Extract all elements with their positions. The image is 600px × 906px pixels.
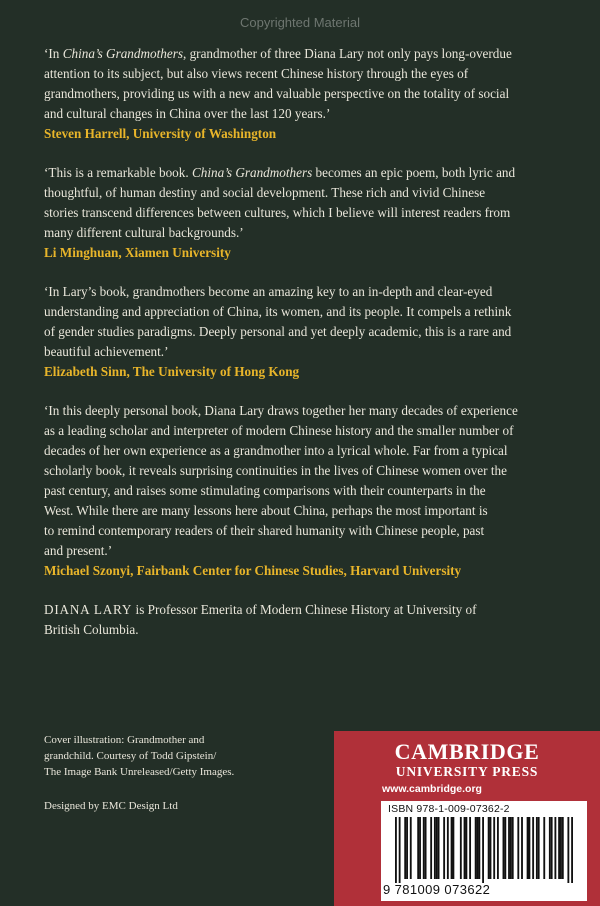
barcode-bar [512, 817, 514, 879]
endorsement-line: grandmothers, providing us with a new and valuable perspective on the totality of social [44, 86, 510, 101]
barcode-bar [423, 817, 425, 879]
designer-credit: Designed by EMC Design Ltd [44, 800, 178, 812]
endorsement-line: to remind contemporary readers of their shared humanity with Chinese people, past [44, 523, 485, 538]
barcode-bar [527, 817, 529, 879]
endorsement-line: ‘In China’s Grandmothers, grandmother of three Diana Lary not only pays long-overdue [44, 46, 512, 61]
barcode-digits: 9 781009 073622 [383, 882, 491, 897]
barcode-bar [410, 817, 412, 879]
endorsement-line: ‘In this deeply personal book, Diana Lary draws together her many decades of experience [44, 403, 518, 418]
endorsements [44, 44, 564, 600]
endorsement-line: as a leading scholar and interpreter of modern Chinese history and the smaller number of [44, 423, 514, 438]
endorsement-sinn [44, 282, 564, 382]
publisher-press: UNIVERSITY PRESS [395, 764, 539, 779]
barcode-bar [482, 817, 484, 883]
barcode-bar [497, 817, 499, 879]
barcode-bar [543, 817, 545, 879]
barcode-bar [460, 817, 462, 879]
barcode-bar [517, 817, 519, 879]
endorsement-line: and present.’ [44, 543, 113, 558]
author-bio-line: British Columbia. [44, 622, 139, 637]
endorsement-line: and cultural changes in China over the last 120 years.’ [44, 106, 331, 121]
author-name: DIANA LARY [44, 602, 133, 617]
author-bio-text: is Professor Emerita of Modern Chinese History at University of [132, 602, 477, 617]
barcode-bar [551, 817, 553, 879]
barcode-bar [532, 817, 534, 879]
barcode-bar [558, 817, 560, 879]
cover-credit-line: grandchild. Courtesy of Todd Gipstein/ [44, 750, 217, 762]
copyright-watermark: Copyrighted Material [240, 15, 360, 30]
barcode-panel [381, 801, 587, 901]
barcode-bar [395, 817, 397, 883]
barcode-bar [560, 817, 562, 879]
endorsement-line: thoughtful, of human destiny and social development. These rich and vivid Chinese [44, 185, 486, 200]
endorsement-attribution: Steven Harrell, University of Washington [44, 126, 277, 141]
barcode-bar [438, 817, 440, 879]
barcode-bar [521, 817, 523, 879]
endorsement-harrell [44, 44, 564, 144]
endorsement-line: scholarly book, it reveals surprising continuities in the lives of Chinese women over the [44, 463, 507, 478]
barcode-bar [567, 817, 569, 883]
barcode-bar [469, 817, 471, 879]
barcode-bar [554, 817, 556, 879]
barcode-bar [404, 817, 406, 879]
endorsement-line: beautiful achievement.’ [44, 344, 169, 359]
barcode-bar [538, 817, 540, 879]
barcode-bar [419, 817, 421, 879]
endorsement-line: attention to its subject, but also views recent Chinese history through the eyes of [44, 66, 469, 81]
barcode-bar [490, 817, 492, 879]
barcode-bar [549, 817, 551, 879]
barcode-bar [571, 817, 573, 883]
endorsement-line: understanding and appreciation of China, its women, and its people. It compels a rethink [44, 304, 512, 319]
barcode-bar [510, 817, 512, 879]
publisher-panel [334, 731, 600, 906]
barcode-bar [504, 817, 506, 879]
cover-credit [44, 732, 284, 780]
endorsement-line: stories transcend differences between cultures, which I believe will interest readers from [44, 205, 511, 220]
publisher-url: www.cambridge.org [382, 783, 482, 795]
endorsement-attribution: Li Minghuan, Xiamen University [44, 245, 231, 260]
barcode-bar [464, 817, 466, 879]
barcode-bar [452, 817, 454, 879]
barcode-bar [493, 817, 495, 879]
barcode-bar [477, 817, 479, 879]
endorsement-li [44, 163, 564, 263]
author-bio-line [44, 600, 564, 620]
endorsement-line: many different cultural backgrounds.’ [44, 225, 244, 240]
isbn-label: ISBN 978-1-009-07362-2 [388, 803, 510, 815]
barcode-bar [451, 817, 453, 879]
barcode-bar [406, 817, 408, 879]
barcode-icon [395, 817, 573, 883]
barcode-bar [536, 817, 538, 879]
barcode-bar [425, 817, 427, 879]
endorsement-szonyi [44, 401, 564, 581]
barcode-bar [503, 817, 505, 879]
endorsement-line: of gender studies paradigms. Deeply personal and yet deeply academic, this is a rare and [44, 324, 512, 339]
barcode-bar [478, 817, 480, 879]
barcode-bar [443, 817, 445, 879]
barcode-bar [447, 817, 449, 879]
barcode-bar [434, 817, 436, 879]
barcode-bar [430, 817, 432, 879]
endorsement-line: decades of her own experience as a grandmother into a lyrical whole. Far from a typical [44, 443, 508, 458]
endorsement-attribution: Michael Szonyi, Fairbank Center for Chinese Studies, Harvard University [44, 563, 462, 578]
barcode-bar [529, 817, 531, 879]
publisher-name: CAMBRIDGE [394, 739, 540, 764]
barcode-bar [508, 817, 510, 879]
barcode-bar [488, 817, 490, 879]
endorsement-line: ‘In Lary’s book, grandmothers become an amazing key to an in-depth and clear-eyed [44, 284, 493, 299]
cover-credit-line: The Image Bank Unreleased/Getty Images. [44, 766, 235, 778]
endorsement-attribution: Elizabeth Sinn, The University of Hong Kong [44, 364, 300, 379]
barcode-bar [436, 817, 438, 879]
barcode-bar [417, 817, 419, 879]
endorsement-line: past century, and raises some stimulating comparisons with their counterparts in the [44, 483, 486, 498]
endorsement-line: ‘This is a remarkable book. China’s Grandmothers becomes an epic poem, both lyric and [44, 165, 516, 180]
barcode-bar [562, 817, 564, 879]
barcode-bar [475, 817, 477, 879]
author-bio [44, 600, 564, 640]
barcode-bar [465, 817, 467, 879]
endorsement-line: West. While there are many lessons here about China, perhaps the most important is [44, 503, 488, 518]
cover-credit-line: Cover illustration: Grandmother and [44, 734, 205, 746]
barcode-bar [399, 817, 401, 883]
